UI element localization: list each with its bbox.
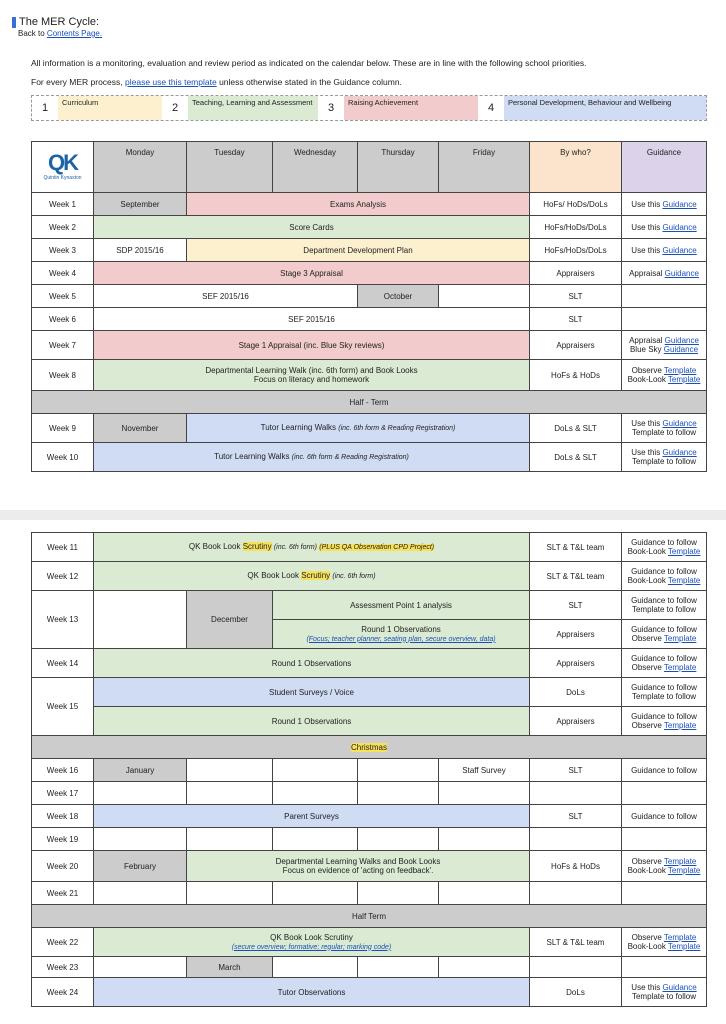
empty-cell bbox=[358, 828, 439, 851]
priority-label: Teaching, Learning and Assessment bbox=[188, 96, 318, 120]
event-note: (inc. 6th form & Reading Registration) bbox=[291, 454, 409, 461]
guidance-text: Template to follow bbox=[631, 692, 697, 701]
guidance-text: Use this bbox=[631, 448, 661, 457]
guidance-text: Guidance to follow bbox=[631, 567, 697, 576]
half-term-band: Half - Term bbox=[32, 391, 707, 414]
mer-calendar-table-2 bbox=[31, 532, 707, 1007]
empty-cell bbox=[358, 882, 439, 905]
template-link[interactable]: please use this template bbox=[125, 77, 217, 87]
priority-label: Curriculum bbox=[58, 96, 162, 120]
week-label: Week 19 bbox=[32, 828, 94, 851]
empty-cell bbox=[439, 828, 530, 851]
by-who-cell: SLT & T&L team bbox=[530, 562, 622, 591]
event-note: (inc. 6th form) bbox=[332, 573, 376, 580]
template-link[interactable]: Template bbox=[663, 634, 697, 643]
event-note: (inc. 6th form) bbox=[273, 544, 318, 551]
guidance-text: Guidance to follow bbox=[631, 625, 697, 634]
month-label: January bbox=[94, 759, 187, 782]
template-link[interactable]: Template bbox=[663, 721, 697, 730]
week-label: Week 18 bbox=[32, 805, 94, 828]
month-label: October bbox=[358, 285, 439, 308]
table-row bbox=[32, 308, 707, 331]
week-label: Week 6 bbox=[32, 308, 94, 331]
table-row bbox=[32, 331, 707, 360]
table-row bbox=[32, 649, 707, 678]
priority-label: Raising Achievement bbox=[344, 96, 478, 120]
priorities-legend bbox=[31, 95, 707, 121]
table-row bbox=[32, 978, 707, 1007]
col-tuesday: Tuesday bbox=[187, 142, 273, 193]
table-row bbox=[32, 239, 707, 262]
by-who-cell: SLT bbox=[530, 759, 622, 782]
template-link[interactable]: Template bbox=[663, 857, 697, 866]
empty-cell bbox=[530, 957, 622, 978]
logo-letters: QK bbox=[48, 149, 77, 175]
guidance-text: Book-Look bbox=[627, 866, 666, 875]
empty-cell bbox=[273, 759, 358, 782]
guidance-text: Appraisal bbox=[629, 336, 663, 345]
template-link[interactable]: Template bbox=[667, 576, 701, 585]
empty-cell bbox=[273, 828, 358, 851]
empty-cell bbox=[94, 591, 187, 649]
table-row bbox=[32, 262, 707, 285]
by-who-cell: DoLs bbox=[530, 678, 622, 707]
guidance-cell bbox=[622, 414, 707, 443]
month-label: February bbox=[94, 851, 187, 882]
guidance-cell: Guidance to follow bbox=[622, 759, 707, 782]
col-friday: Friday bbox=[439, 142, 530, 193]
col-monday: Monday bbox=[94, 142, 187, 193]
guidance-cell: Guidance to follow bbox=[622, 805, 707, 828]
intro-line-1: All information is a monitoring, evaluation and review period as indicated on the calendar below. These are in line with the following school priorities. bbox=[31, 58, 587, 68]
week-label: Week 15 bbox=[32, 678, 94, 736]
guidance-cell bbox=[622, 851, 707, 882]
col-guidance: Guidance bbox=[622, 142, 707, 193]
guidance-text: Use this bbox=[631, 245, 661, 255]
by-who-cell: HoFs & HoDs bbox=[530, 360, 622, 391]
table-row bbox=[32, 882, 707, 905]
priority-number: 2 bbox=[162, 96, 188, 120]
guidance-link[interactable]: Guidance bbox=[664, 336, 699, 345]
header-row bbox=[32, 142, 707, 193]
guidance-cell bbox=[622, 360, 707, 391]
week-label: Week 24 bbox=[32, 978, 94, 1007]
table-row bbox=[32, 285, 707, 308]
guidance-cell bbox=[622, 331, 707, 360]
guidance-cell bbox=[622, 533, 707, 562]
logo-name: Quintin Kynaston bbox=[43, 174, 82, 181]
by-who-cell: HoFs/ HoDs/DoLs bbox=[530, 193, 622, 216]
event-note: (inc. 6th form & Reading Registration) bbox=[338, 425, 456, 432]
empty-cell bbox=[358, 782, 439, 805]
guidance-link[interactable]: Guidance bbox=[662, 419, 697, 428]
event-note: (secure overview; formative; regular; marking code) bbox=[231, 943, 392, 951]
table-row bbox=[32, 533, 707, 562]
month-label: December bbox=[187, 591, 273, 649]
event-cell bbox=[273, 620, 530, 649]
guidance-text: Book-Look bbox=[627, 375, 666, 384]
table-row bbox=[32, 562, 707, 591]
empty-cell bbox=[94, 782, 187, 805]
event-cell bbox=[94, 443, 530, 472]
event-cell: Parent Surveys bbox=[94, 805, 530, 828]
guidance-cell bbox=[622, 562, 707, 591]
by-who-cell: HoFs & HoDs bbox=[530, 851, 622, 882]
guidance-cell bbox=[622, 649, 707, 678]
event-cell: Student Surveys / Voice bbox=[94, 678, 530, 707]
month-label: March bbox=[187, 957, 273, 978]
guidance-text: Template to follow bbox=[631, 605, 697, 614]
bookmark-icon bbox=[12, 17, 16, 28]
mer-calendar-table-1 bbox=[31, 141, 707, 472]
empty-cell bbox=[94, 882, 187, 905]
guidance-cell bbox=[622, 620, 707, 649]
page-title: The MER Cycle: bbox=[19, 16, 100, 28]
guidance-cell bbox=[622, 285, 707, 308]
table-row bbox=[32, 591, 707, 620]
priority-label: Personal Development, Behaviour and Wellbeing bbox=[504, 96, 706, 120]
month-label: November bbox=[94, 414, 187, 443]
guidance-cell bbox=[622, 239, 707, 262]
week-label: Week 13 bbox=[32, 591, 94, 649]
intro-text: For every MER process, bbox=[31, 77, 123, 87]
empty-cell bbox=[273, 782, 358, 805]
event-text: Tutor Learning Walks bbox=[214, 452, 290, 461]
empty-cell bbox=[273, 957, 358, 978]
week-label: Week 1 bbox=[32, 193, 94, 216]
by-who-cell: DoLs bbox=[530, 978, 622, 1007]
template-link[interactable]: Template bbox=[667, 866, 701, 875]
empty-cell bbox=[439, 285, 530, 308]
school-logo bbox=[32, 142, 94, 193]
empty-cell bbox=[530, 882, 622, 905]
guidance-text: Guidance to follow bbox=[631, 596, 697, 605]
event-highlight: Scrutiny bbox=[242, 542, 272, 551]
event-cell: Round 1 Observations bbox=[94, 707, 530, 736]
guidance-cell bbox=[622, 591, 707, 620]
table-row bbox=[32, 828, 707, 851]
table-row bbox=[32, 443, 707, 472]
empty-cell bbox=[622, 828, 707, 851]
week-label: Week 8 bbox=[32, 360, 94, 391]
empty-cell bbox=[358, 957, 439, 978]
guidance-text: Guidance to follow bbox=[631, 538, 697, 547]
guidance-cell bbox=[622, 928, 707, 957]
half-term-band: Half Term bbox=[32, 905, 707, 928]
guidance-cell bbox=[622, 308, 707, 331]
table-row bbox=[32, 193, 707, 216]
guidance-cell bbox=[622, 262, 707, 285]
event-text: Tutor Learning Walks bbox=[260, 423, 337, 432]
event-cell: SEF 2015/16 bbox=[94, 285, 358, 308]
by-who-cell: SLT bbox=[530, 805, 622, 828]
event-cell: Score Cards bbox=[94, 216, 530, 239]
guidance-text: Use this bbox=[631, 983, 661, 992]
event-text: QK Book Look bbox=[188, 542, 241, 551]
event-cell bbox=[94, 928, 530, 957]
guidance-text: Template to follow bbox=[631, 992, 697, 1001]
guidance-link[interactable]: Guidance bbox=[663, 345, 699, 354]
week-label: Week 12 bbox=[32, 562, 94, 591]
half-term-row bbox=[32, 905, 707, 928]
event-text: Departmental Learning Walk (inc. 6th form) and Book Looks bbox=[205, 366, 418, 375]
week-label: Week 11 bbox=[32, 533, 94, 562]
empty-cell bbox=[622, 957, 707, 978]
half-term-row bbox=[32, 391, 707, 414]
guidance-link[interactable]: Guidance bbox=[662, 448, 697, 457]
guidance-text: Observe bbox=[631, 721, 662, 730]
week-label: Week 10 bbox=[32, 443, 94, 472]
event-cell bbox=[187, 851, 530, 882]
guidance-link[interactable]: Guidance bbox=[664, 268, 699, 278]
by-who-cell: SLT & T&L team bbox=[530, 928, 622, 957]
event-cell: Assessment Point 1 analysis bbox=[273, 591, 530, 620]
event-text: QK Book Look Scrutiny bbox=[270, 932, 353, 942]
guidance-link[interactable]: Guidance bbox=[662, 983, 697, 992]
guidance-text: Observe bbox=[631, 933, 662, 942]
event-cell: Round 1 Observations bbox=[94, 649, 530, 678]
guidance-text: Book-Look bbox=[627, 547, 666, 556]
by-who-cell: HoFs/HoDs/DoLs bbox=[530, 239, 622, 262]
intro-line-2 bbox=[31, 77, 402, 87]
guidance-text: Guidance to follow bbox=[631, 683, 697, 692]
empty-cell bbox=[439, 782, 530, 805]
template-link[interactable]: Template bbox=[663, 933, 697, 942]
event-cell bbox=[94, 562, 530, 591]
by-who-cell: HoFs/HoDs/DoLs bbox=[530, 216, 622, 239]
guidance-text: Use this bbox=[631, 419, 661, 428]
by-who-cell: DoLs & SLT bbox=[530, 414, 622, 443]
by-who-cell: SLT bbox=[530, 285, 622, 308]
priority-number: 3 bbox=[318, 96, 344, 120]
week-label: Week 22 bbox=[32, 928, 94, 957]
event-text: Focus on literacy and homework bbox=[253, 375, 370, 384]
template-link[interactable]: Template bbox=[667, 375, 701, 384]
table-row bbox=[32, 805, 707, 828]
empty-cell bbox=[187, 782, 273, 805]
guidance-text: Use this bbox=[631, 222, 661, 232]
empty-cell bbox=[622, 782, 707, 805]
guidance-text: Observe bbox=[631, 857, 662, 866]
empty-cell bbox=[273, 882, 358, 905]
event-cell: Tutor Observations bbox=[94, 978, 530, 1007]
guidance-text: Blue Sky bbox=[629, 345, 662, 354]
week-label: Week 16 bbox=[32, 759, 94, 782]
guidance-text: Use this bbox=[631, 199, 661, 209]
col-wednesday: Wednesday bbox=[273, 142, 358, 193]
template-link[interactable]: Template bbox=[667, 547, 701, 556]
empty-cell bbox=[530, 782, 622, 805]
event-cell: Exams Analysis bbox=[187, 193, 530, 216]
template-link[interactable]: Template bbox=[667, 942, 701, 951]
table-row bbox=[32, 707, 707, 736]
template-link[interactable]: Template bbox=[663, 366, 697, 375]
event-cell: SDP 2015/16 bbox=[94, 239, 187, 262]
priority-number: 4 bbox=[478, 96, 504, 120]
guidance-text: Book-Look bbox=[627, 576, 666, 585]
event-cell bbox=[187, 414, 530, 443]
page-2 bbox=[0, 520, 726, 1024]
guidance-link[interactable]: Guidance bbox=[662, 245, 697, 255]
event-cell: Stage 1 Appraisal (inc. Blue Sky reviews) bbox=[94, 331, 530, 360]
week-label: Week 4 bbox=[32, 262, 94, 285]
empty-cell bbox=[94, 957, 187, 978]
event-highlight: Scrutiny bbox=[301, 571, 331, 580]
week-label: Week 23 bbox=[32, 957, 94, 978]
event-cell: Stage 3 Appraisal bbox=[94, 262, 530, 285]
guidance-text: Template to follow bbox=[631, 428, 697, 437]
event-text: Departmental Learning Walks and Book Looks bbox=[275, 857, 441, 866]
empty-cell bbox=[187, 759, 273, 782]
col-thursday: Thursday bbox=[358, 142, 439, 193]
event-note: (PLUS QA Observation CPD Project) bbox=[319, 544, 435, 551]
empty-cell bbox=[439, 957, 530, 978]
week-label: Week 5 bbox=[32, 285, 94, 308]
empty-cell bbox=[530, 828, 622, 851]
event-cell: Staff Survey bbox=[439, 759, 530, 782]
by-who-cell: SLT & T&L team bbox=[530, 533, 622, 562]
by-who-cell: Appraisers bbox=[530, 707, 622, 736]
guidance-cell bbox=[622, 193, 707, 216]
guidance-text: Template to follow bbox=[631, 457, 697, 466]
guidance-cell bbox=[622, 978, 707, 1007]
table-row bbox=[32, 928, 707, 957]
by-who-cell: Appraisers bbox=[530, 649, 622, 678]
guidance-link[interactable]: Guidance bbox=[662, 222, 697, 232]
week-label: Week 20 bbox=[32, 851, 94, 882]
guidance-text: Observe bbox=[631, 634, 662, 643]
by-who-cell: Appraisers bbox=[530, 331, 622, 360]
by-who-cell: SLT bbox=[530, 591, 622, 620]
week-label: Week 7 bbox=[32, 331, 94, 360]
empty-cell bbox=[94, 828, 187, 851]
table-row bbox=[32, 957, 707, 978]
guidance-cell bbox=[622, 707, 707, 736]
table-row bbox=[32, 678, 707, 707]
table-row bbox=[32, 414, 707, 443]
month-label: September bbox=[94, 193, 187, 216]
back-label: Back to bbox=[18, 29, 45, 38]
table-row bbox=[32, 360, 707, 391]
empty-cell bbox=[622, 882, 707, 905]
guidance-text: Appraisal bbox=[629, 268, 663, 278]
week-label: Week 2 bbox=[32, 216, 94, 239]
week-label: Week 17 bbox=[32, 782, 94, 805]
guidance-cell bbox=[622, 216, 707, 239]
table-row bbox=[32, 782, 707, 805]
event-cell: Department Development Plan bbox=[187, 239, 530, 262]
christmas-row bbox=[32, 736, 707, 759]
event-note: (Focus; teacher planner, seating plan, secure overview, data) bbox=[306, 635, 496, 643]
guidance-link[interactable]: Guidance bbox=[662, 199, 697, 209]
guidance-text: Guidance to follow bbox=[631, 654, 697, 663]
week-label: Week 21 bbox=[32, 882, 94, 905]
table-row bbox=[32, 216, 707, 239]
event-cell bbox=[94, 360, 530, 391]
event-text: Focus on evidence of 'acting on feedback'. bbox=[282, 866, 434, 875]
empty-cell bbox=[358, 759, 439, 782]
by-who-cell: SLT bbox=[530, 308, 622, 331]
priority-number: 1 bbox=[32, 96, 58, 120]
event-cell: SEF 2015/16 bbox=[94, 308, 530, 331]
contents-page-link[interactable]: Contents Page. bbox=[46, 29, 103, 38]
intro-text: unless otherwise stated in the Guidance column. bbox=[219, 77, 402, 87]
week-label: Week 3 bbox=[32, 239, 94, 262]
event-cell bbox=[94, 533, 530, 562]
by-who-cell: Appraisers bbox=[530, 620, 622, 649]
header bbox=[12, 16, 102, 40]
guidance-text: Observe bbox=[631, 663, 662, 672]
page-1 bbox=[0, 0, 726, 510]
guidance-cell bbox=[622, 678, 707, 707]
week-label: Week 14 bbox=[32, 649, 94, 678]
guidance-text: Observe bbox=[631, 366, 662, 375]
christmas-label: Christmas bbox=[350, 742, 387, 752]
guidance-text: Guidance to follow bbox=[631, 712, 697, 721]
table-row bbox=[32, 759, 707, 782]
guidance-text: Book-Look bbox=[627, 942, 666, 951]
event-text: Round 1 Observations bbox=[361, 624, 441, 634]
by-who-cell: DoLs & SLT bbox=[530, 443, 622, 472]
col-by-who: By who? bbox=[530, 142, 622, 193]
empty-cell bbox=[187, 882, 273, 905]
table-row bbox=[32, 851, 707, 882]
week-label: Week 9 bbox=[32, 414, 94, 443]
event-text: QK Book Look bbox=[247, 571, 300, 580]
by-who-cell: Appraisers bbox=[530, 262, 622, 285]
guidance-cell bbox=[622, 443, 707, 472]
empty-cell bbox=[439, 882, 530, 905]
christmas-band bbox=[32, 736, 707, 759]
template-link[interactable]: Template bbox=[663, 663, 697, 672]
empty-cell bbox=[187, 828, 273, 851]
